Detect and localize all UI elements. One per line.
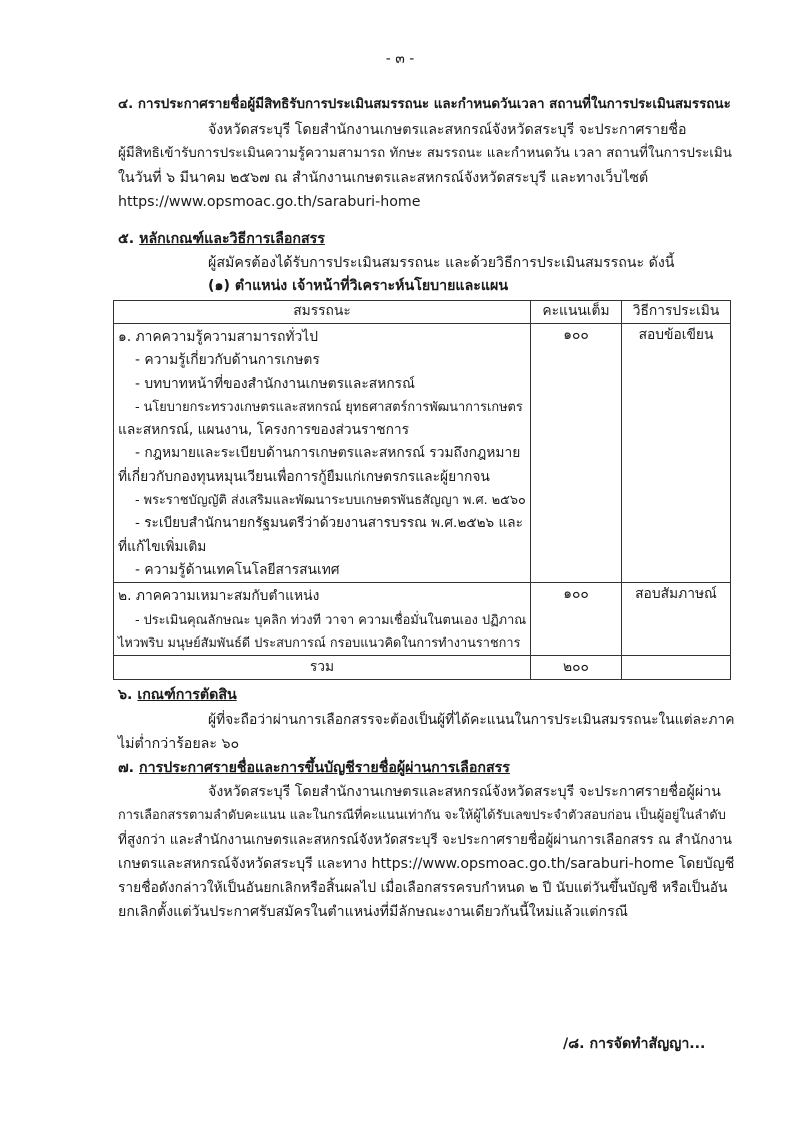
table-header-row	[114, 301, 731, 324]
row1-item: - บทบาทหน้าที่ของสำนักงานเกษตรและสหกรณ์	[135, 375, 415, 392]
total-label: รวม	[114, 656, 531, 680]
header-full-score: คะแนนเต็ม	[531, 301, 622, 324]
section7-line: เกษตรและสหกรณ์จังหวัดสระบุรี และทาง https://www.opsmoac.go.th/saraburi-home โดยบัญชี	[118, 856, 735, 872]
section4-line: ในวันที่ ๖ มีนาคม ๒๕๖๗ ณ สำนักงานเกษตรและสหกรณ์จังหวัดสระบุรี และทางเว็บไซต์	[118, 170, 649, 186]
section7-title: การประกาศรายชื่อและการขึ้นบัญชีรายชื่อผู้ผ่านการเลือกสรร	[139, 760, 510, 776]
section7-line: ยกเลิกตั้งแต่วันประกาศรับสมัครในตำแหน่งที่มีลักษณะงานเดียวกันนี้ใหม่แล้วแต่กรณี	[118, 904, 628, 920]
section5-intro: ผู้สมัครต้องได้รับการประเมินสมรรถนะ และด้วยวิธีการประเมินสมรรถนะ ดังนี้	[208, 255, 675, 271]
row1-item: - ระเบียบสำนักนายกรัฐมนตรีว่าด้วยงานสารบรรณ พ.ศ.๒๕๒๖ และ	[135, 515, 523, 532]
table-total-row	[114, 656, 731, 680]
competency-cell	[114, 324, 531, 583]
section4-line: ผู้มีสิทธิเข้ารับการประเมินความรู้ความสามารถ ทักษะ สมรรถนะ และกำหนดวัน เวลา สถานที่ในการประเมิน	[118, 146, 732, 161]
section5-title: หลักเกณฑ์และวิธีการเลือกสรร	[139, 231, 325, 247]
section5-position: (๑) ตำแหน่ง เจ้าหน้าที่วิเคราะห์นโยบายและแผน	[208, 278, 509, 294]
row1-item: - กฎหมายและระเบียบด้านการเกษตรและสหกรณ์ รวมถึงกฎหมาย	[135, 445, 521, 462]
section7-line: รายชื่อดังกล่าวให้เป็นอันยกเลิกหรือสิ้นผลไป เมื่อเลือกสรรครบกำหนด ๒ ปี นับแต่วันขึ้นบัญชี หรือเป็นอัน	[118, 880, 728, 896]
continuation-note: /๘. การจัดทำสัญญา...	[563, 1036, 706, 1052]
row1-method: สอบข้อเขียน	[622, 324, 731, 583]
competency-table	[113, 300, 731, 680]
section4-line: จังหวัดสระบุรี โดยสำนักงานเกษตรและสหกรณ์จังหวัดสระบุรี จะประกาศรายชื่อ	[208, 122, 687, 138]
section7-line: จังหวัดสระบุรี โดยสำนักงานเกษตรและสหกรณ์จังหวัดสระบุรี จะประกาศรายชื่อผู้ผ่าน	[208, 784, 721, 800]
section6-line: ไม่ต่ำกว่าร้อยละ ๖๐	[118, 736, 240, 752]
page-number: - ๓ -	[385, 51, 415, 67]
section5-heading	[118, 227, 325, 251]
section6-number: ๖.	[118, 687, 133, 703]
row1-item-cont: ที่แก้ไขเพิ่มเติม	[118, 538, 207, 555]
row2-method: สอบสัมภาษณ์	[622, 583, 731, 656]
row1-item: - ความรู้เกี่ยวกับด้านการเกษตร	[135, 352, 320, 369]
section5-number: ๕.	[118, 231, 135, 247]
row1-score: ๑๐๐	[531, 324, 622, 583]
total-method-empty	[622, 656, 731, 680]
row2-item: - ประเมินคุณลักษณะ บุคลิก ท่วงที วาจา ความเชื่อมั่นในตนเอง ปฏิภาณ	[135, 612, 527, 628]
row1-item-cont: และสหกรณ์, แผนงาน, โครงการของส่วนราชการ	[118, 422, 410, 439]
section7-heading	[118, 756, 510, 780]
section4-heading: ๔. การประกาศรายชื่อผู้มีสิทธิรับการประเมินสมรรถนะ และกำหนดวันเวลา สถานที่ในการประเมินสมรรถนะ	[118, 97, 731, 112]
table-row	[114, 583, 731, 656]
header-competency: สมรรถนะ	[114, 301, 531, 324]
row1-title: ๑. ภาคความรู้ความสามารถทั่วไป	[118, 329, 318, 345]
header-method: วิธีการประเมิน	[622, 301, 731, 324]
section6-title: เกณฑ์การตัดสิน	[137, 687, 237, 703]
section7-line: ที่สูงกว่า และสำนักงานเกษตรและสหกรณ์จังหวัดสระบุรี จะประกาศรายชื่อผู้ผ่านการเลือกสรร ณ สำนักงาน	[118, 832, 732, 848]
row2-score: ๑๐๐	[531, 583, 622, 656]
section6-heading	[118, 683, 237, 707]
row2-item-cont: ไหวพริบ มนุษย์สัมพันธ์ดี ประสบการณ์ กรอบแนวคิดในการทำงานราชการ	[118, 635, 521, 651]
table-row	[114, 324, 731, 583]
row1-item: - พระราชบัญญัติ ส่งเสริมและพัฒนาระบบเกษตรพันธสัญญา พ.ศ. ๒๕๖๐	[135, 493, 526, 509]
section7-number: ๗.	[118, 760, 135, 776]
competency-cell	[114, 583, 531, 656]
section6-line: ผู้ที่จะถือว่าผ่านการเลือกสรรจะต้องเป็นผู้ที่ได้คะแนนในการประเมินสมรรถนะในแต่ละภาค	[208, 712, 735, 728]
row1-item: - นโยบายกระทรวงเกษตรและสหกรณ์ ยุทธศาสตร์การพัฒนาการเกษตร	[135, 399, 523, 415]
row1-item: - ความรู้ด้านเทคโนโลยีสารสนเทศ	[135, 561, 340, 578]
section4-url: https://www.opsmoac.go.th/saraburi-home	[118, 194, 421, 210]
section7-line: การเลือกสรรตามลำดับคะแนน และในกรณีที่คะแนนเท่ากัน จะให้ผู้ได้รับเลขประจำตัวสอบก่อน เป็นผู้อยู่ในลำดับ	[118, 808, 726, 823]
row1-item-cont: ที่เกี่ยวกับกองทุนหมุนเวียนเพื่อการกู้ยืมแก่เกษตรกรและผู้ยากจน	[118, 468, 490, 485]
row2-title: ๒. ภาคความเหมาะสมกับตำแหน่ง	[118, 588, 320, 605]
total-score: ๒๐๐	[531, 656, 622, 680]
